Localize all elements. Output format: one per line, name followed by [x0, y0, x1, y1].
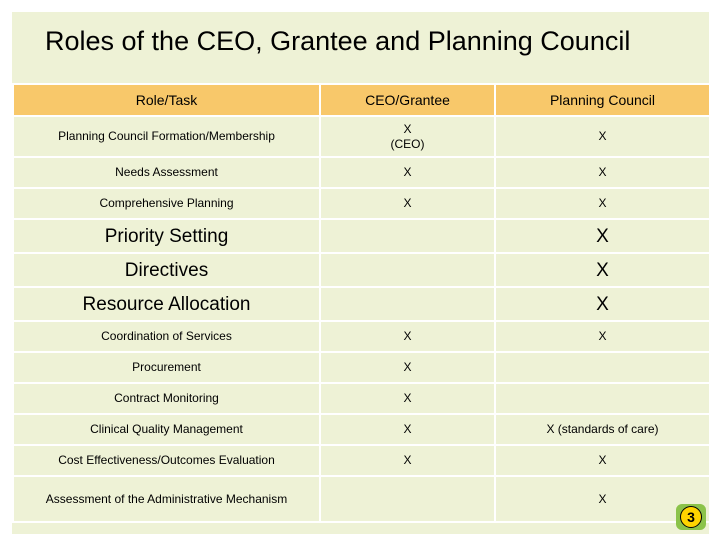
ceo-mark: X — [403, 121, 412, 136]
table-row — [13, 157, 710, 188]
council-cell — [495, 383, 710, 414]
ceo-cell: X — [320, 321, 495, 352]
table-row — [13, 383, 710, 414]
task-cell: Assessment of the Administrative Mechanism — [13, 476, 320, 522]
ceo-cell: X — [320, 157, 495, 188]
council-cell: X (standards of care) — [495, 414, 710, 445]
council-cell: X — [495, 445, 710, 476]
task-cell: Clinical Quality Management — [13, 414, 320, 445]
table-row — [13, 352, 710, 383]
task-cell: Priority Setting — [13, 219, 320, 253]
page-number: 3 — [680, 506, 702, 528]
council-cell: X — [495, 188, 710, 219]
ceo-cell: X — [320, 383, 495, 414]
header-planning-council: Planning Council — [495, 84, 710, 116]
task-cell: Resource Allocation — [13, 287, 320, 321]
council-cell: X — [495, 157, 710, 188]
council-cell: X — [495, 253, 710, 287]
task-cell: Cost Effectiveness/Outcomes Evaluation — [13, 445, 320, 476]
task-cell: Directives — [13, 253, 320, 287]
header-role-task: Role/Task — [13, 84, 320, 116]
roles-table — [12, 83, 711, 523]
table-row — [13, 445, 710, 476]
page-number-badge — [676, 504, 706, 530]
table-row — [13, 188, 710, 219]
ceo-cell: X — [320, 188, 495, 219]
council-cell: X — [495, 321, 710, 352]
task-cell: Procurement — [13, 352, 320, 383]
ceo-cell — [320, 253, 495, 287]
task-cell: Coordination of Services — [13, 321, 320, 352]
table-row — [13, 287, 710, 321]
ceo-cell: X — [320, 352, 495, 383]
table-row — [13, 476, 710, 522]
ceo-note: (CEO) — [390, 136, 425, 151]
task-cell: Planning Council Formation/Membership — [13, 116, 320, 157]
ceo-cell: X — [320, 445, 495, 476]
ceo-cell — [320, 116, 495, 157]
task-cell: Needs Assessment — [13, 157, 320, 188]
slide-title: Roles of the CEO, Grantee and Planning Council — [45, 26, 631, 56]
council-cell: X — [495, 287, 710, 321]
council-cell: X — [495, 476, 710, 522]
ceo-cell — [320, 219, 495, 253]
council-cell — [495, 352, 710, 383]
council-cell: X — [495, 219, 710, 253]
table-row — [13, 116, 710, 157]
table-row — [13, 414, 710, 445]
table-row — [13, 253, 710, 287]
council-cell: X — [495, 116, 710, 157]
ceo-cell: X — [320, 414, 495, 445]
task-cell: Comprehensive Planning — [13, 188, 320, 219]
header-ceo-grantee: CEO/Grantee — [320, 84, 495, 116]
table-header-row — [13, 84, 710, 116]
ceo-cell — [320, 287, 495, 321]
table-row — [13, 321, 710, 352]
ceo-cell — [320, 476, 495, 522]
task-cell: Contract Monitoring — [13, 383, 320, 414]
table-row — [13, 219, 710, 253]
